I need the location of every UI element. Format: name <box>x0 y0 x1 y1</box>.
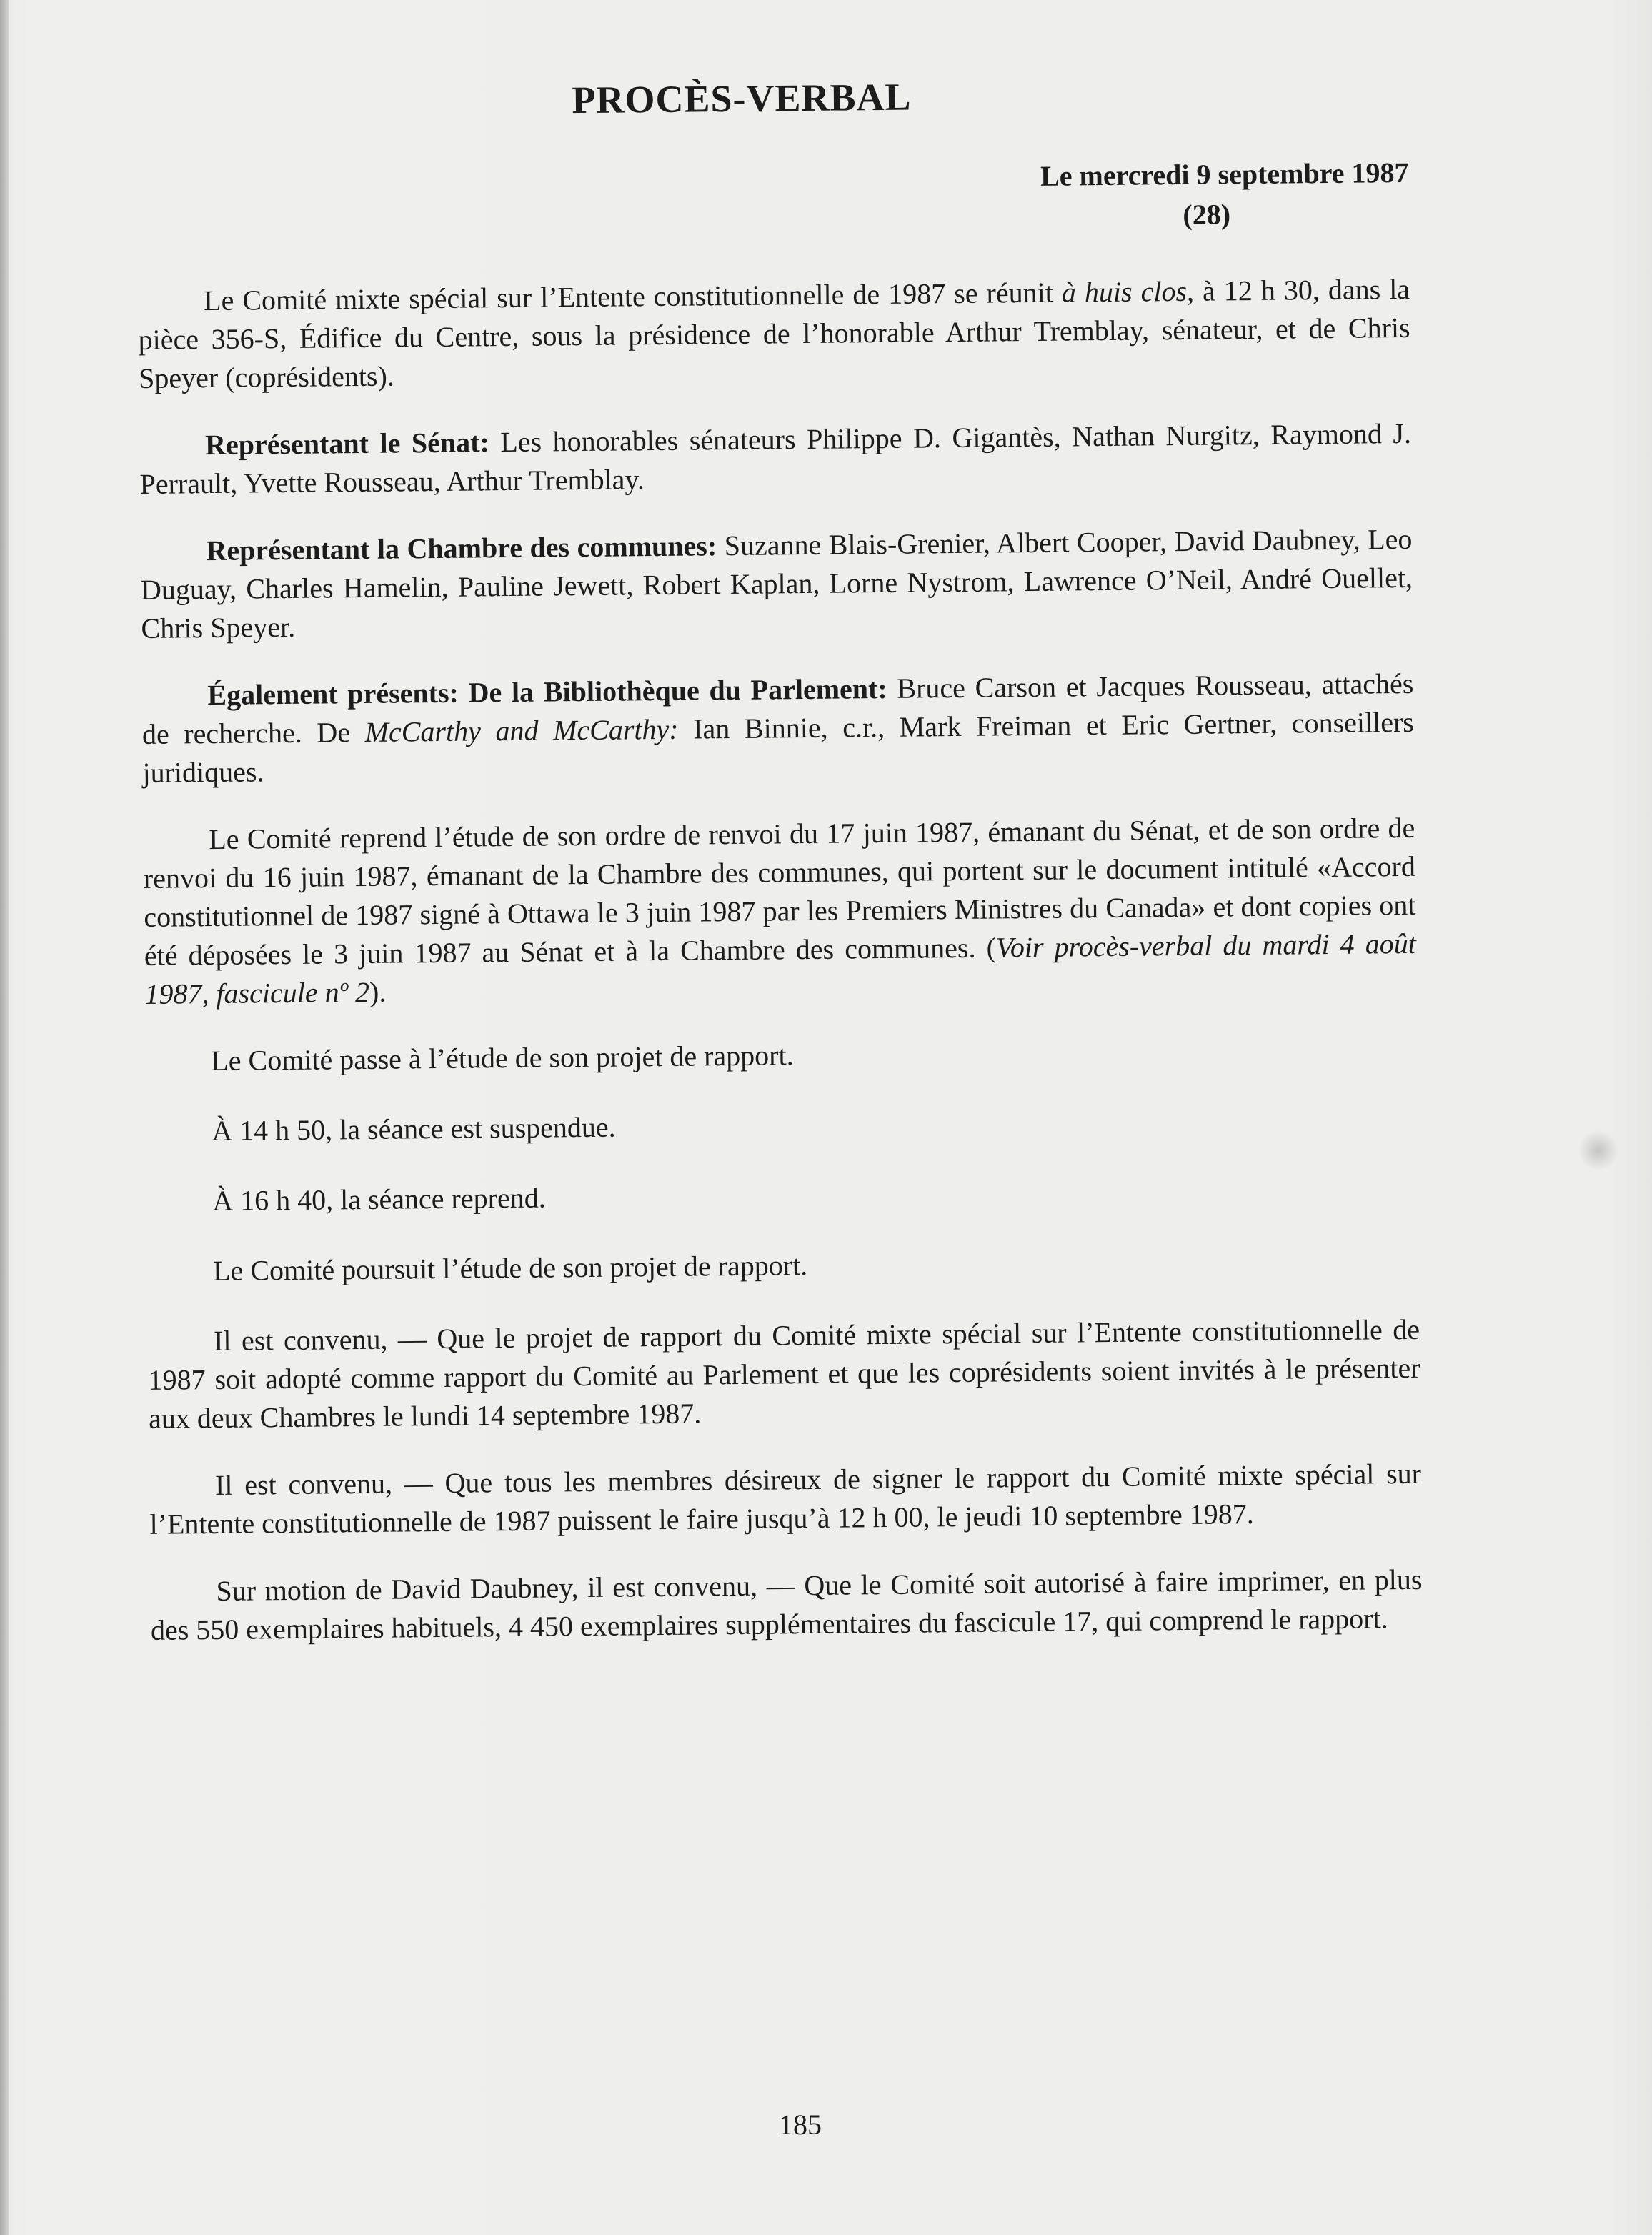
paragraph-agreed-signing: Il est convenu, — Que tous les membres désireux de signer le rapport du Comité mixte spécial sur l’Entente constitutionnelle de 1987 puissent le faire jusqu’à 12 h 00, le jeudi 10 septembre 1987. <box>149 1457 1422 1540</box>
paragraph-opening <box>138 270 1410 398</box>
paragraph-continues: Le Comité poursuit l’étude de son projet de rapport. <box>212 1249 808 1288</box>
page-number: 185 <box>779 2109 822 2141</box>
meeting-number: (28) <box>1183 198 1231 231</box>
paragraph-commons <box>140 520 1413 648</box>
minutes-body <box>138 270 1423 1678</box>
paragraph-senate <box>139 414 1412 504</box>
paragraph-italic: à huis clos <box>1061 274 1188 309</box>
paragraph-text: Ian Binnie, c.r., Mark Freiman et Eric Gertner, conseillers juridiques. <box>142 705 1415 789</box>
page-content <box>136 56 1423 1646</box>
paragraph-suspended: À 14 h 50, la séance est suspendue. <box>212 1110 616 1148</box>
paragraph-label: Représentant le Sénat: <box>204 426 490 462</box>
page-title: PROCÈS-VERBAL <box>572 75 912 122</box>
paragraph-text: Suzanne Blais-Grenier, Albert Cooper, David Daubney, Leo Duguay, Charles Hamelin, Pauline Jewett, Robert Kaplan, Lorne Nystrom, Lawrence O’Neil, André Ouellet, Chris Speyer. <box>140 522 1413 644</box>
paragraph-italic: Voir procès-verbal du mardi 4 août 1987, fascicule nº 2 <box>144 927 1417 1010</box>
smudge-mark <box>1579 1129 1618 1172</box>
paragraph-agreed-adoption: Il est convenu, — Que le projet de rapport du Comité mixte spécial sur l’Entente constitutionnelle de 1987 soit adopté comme rapport du Comité au Parlement et que les coprésidents soient invités à le présenter aux deux Chambres le lundi 14 septembre 1987. <box>148 1313 1420 1435</box>
paragraph-draft-report: Le Comité passe à l’étude de son projet de rapport. <box>211 1039 794 1077</box>
paragraph-text: Le Comité mixte spécial sur l’Entente constitutionnelle de 1987 se réunit <box>203 276 1063 317</box>
paragraph-text: Le Comité reprend l’étude de son ordre de renvoi du 17 juin 1987, émanant du Sénat, et de son ordre de renvoi du 16 juin 1987, émanant de la Chambre des communes, qui portent sur le document intitulé «Accord constitutionnel de 1987 signé à Ottawa le 3 juin 1987 par les Premiers Ministres du Canada» et dont copies ont été déposées le 3 juin 1987 au Sénat et à la Chambre des communes. ( <box>143 811 1416 972</box>
paragraph-italic: McCarthy and McCarthy: <box>364 712 679 748</box>
paragraph-text: ). <box>369 975 387 1008</box>
paragraph-text: Les honorables sénateurs Philippe D. Gigantès, Nathan Nurgitz, Raymond J. Perrault, Yvette Rousseau, Arthur Tremblay. <box>139 417 1412 500</box>
paragraph-motion-printing: Sur motion de David Daubney, il est convenu, — Que le Comité soit autorisé à faire imprimer, en plus des 550 exemplaires habituels, 4 450 exemplaires supplémentaires du fascicule 17, qui comprend le rapport. <box>150 1563 1423 1646</box>
paragraph-also-present <box>141 664 1414 792</box>
paragraph-label: Représentant la Chambre des communes: <box>206 529 717 567</box>
paragraph-order-of-reference <box>143 809 1417 1014</box>
paragraph-text: Bruce Carson et Jacques Rousseau, attachés de recherche. De <box>141 667 1414 750</box>
meeting-date: Le mercredi 9 septembre 1987 <box>1040 156 1409 192</box>
binding-edge <box>0 0 9 2235</box>
paragraph-resumed: À 16 h 40, la séance reprend. <box>212 1181 546 1218</box>
paragraph-text: , à 12 h 30, dans la pièce 356-S, Édifice du Centre, sous la présidence de l’honorable Arthur Tremblay, sénateur, et de Chris Speyer (coprésidents). <box>138 272 1410 394</box>
paragraph-label: Également présents: De la Bibliothèque du Parlement: <box>207 672 887 712</box>
